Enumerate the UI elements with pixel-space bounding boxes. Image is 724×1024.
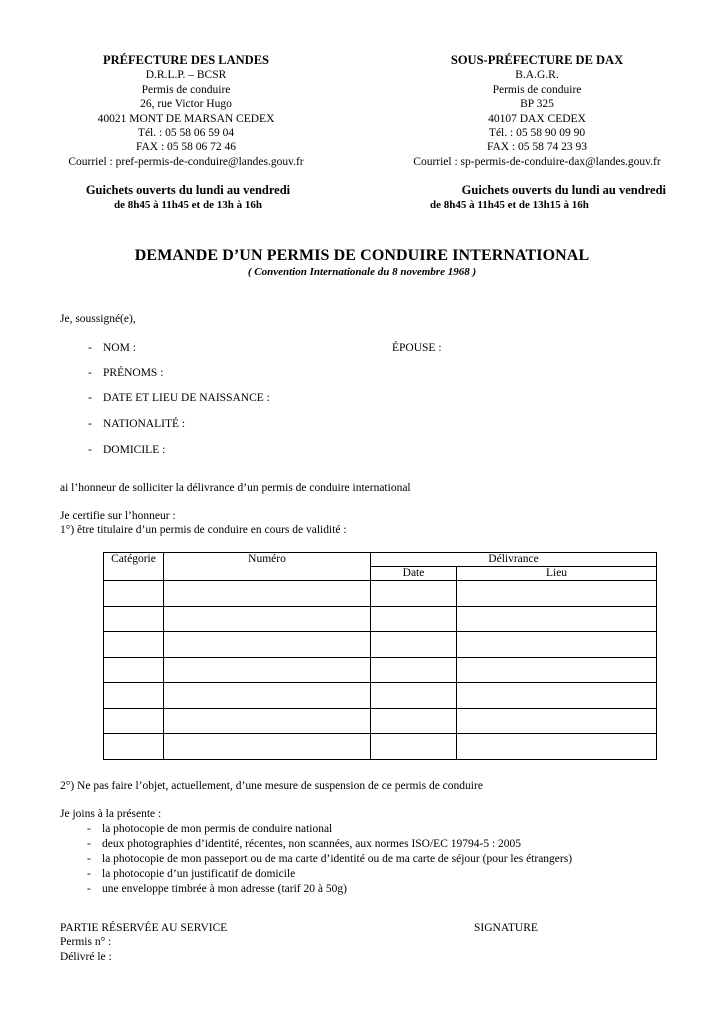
cell-numero[interactable]: [164, 581, 371, 607]
cell-numero[interactable]: [164, 734, 371, 760]
sous-prefecture-bp: BP 325: [520, 98, 554, 111]
prefecture-block: [48, 53, 324, 169]
sous-prefecture-email: Courriel : sp-permis-de-conduire-dax@landes.gouv.fr: [413, 155, 661, 168]
sous-prefecture-title: SOUS-PRÉFECTURE DE DAX: [450, 53, 624, 67]
cell-date[interactable]: [371, 734, 457, 760]
list-dash: -: [87, 838, 91, 850]
cell-lieu[interactable]: [457, 657, 657, 683]
delivre-le-label: Délivré le :: [60, 951, 112, 963]
nationalite-field[interactable]: [88, 418, 186, 430]
cell-lieu[interactable]: [457, 632, 657, 658]
attachment-text: la photocopie de mon permis de conduire national: [102, 823, 333, 835]
list-dash: -: [87, 823, 91, 835]
sous-prefecture-fax: FAX : 05 58 74 23 93: [486, 141, 588, 154]
table-row: [104, 606, 657, 632]
request-text: ai l’honneur de solliciter la délivrance d’un permis de conduire international: [60, 482, 411, 494]
prenoms-label: PRÉNOMS :: [103, 367, 164, 379]
license-table-header-row: [104, 553, 657, 567]
list-item: [87, 867, 572, 882]
document-title: DEMANDE D’UN PERMIS DE CONDUIRE INTERNATIONAL: [134, 247, 590, 264]
table-row: [104, 632, 657, 658]
cell-lieu[interactable]: [457, 708, 657, 734]
sous-prefecture-block: [392, 53, 682, 169]
cell-categorie[interactable]: [104, 734, 164, 760]
document-subtitle: ( Convention Internationale du 8 novembre 1968 ): [247, 266, 477, 278]
nationalite-dash: -: [88, 418, 92, 430]
list-item: [87, 837, 572, 852]
cell-numero[interactable]: [164, 632, 371, 658]
nom-label: NOM :: [103, 342, 136, 354]
cell-date[interactable]: [371, 708, 457, 734]
naissance-field[interactable]: [88, 392, 270, 404]
header-lieu: Lieu: [457, 567, 657, 581]
cell-categorie[interactable]: [104, 581, 164, 607]
attachments-list: [87, 822, 572, 897]
nom-field[interactable]: [88, 342, 136, 354]
cell-lieu[interactable]: [457, 683, 657, 709]
prefecture-city: 40021 MONT DE MARSAN CEDEX: [97, 112, 275, 125]
list-item: [87, 822, 572, 837]
cell-categorie[interactable]: [104, 708, 164, 734]
permis-number-label: Permis n° :: [60, 936, 112, 948]
cell-numero[interactable]: [164, 606, 371, 632]
prefecture-title: PRÉFECTURE DES LANDES: [102, 53, 269, 67]
sous-prefecture-phone: Tél. : 05 58 90 09 90: [488, 127, 586, 140]
nationalite-label: NATIONALITÉ :: [103, 418, 186, 430]
cell-categorie[interactable]: [104, 657, 164, 683]
cell-date[interactable]: [371, 683, 457, 709]
sous-prefecture-service: B.A.G.R.: [515, 69, 559, 82]
header-delivrance: Délivrance: [371, 553, 657, 567]
cell-lieu[interactable]: [457, 734, 657, 760]
prenoms-dash: -: [88, 367, 92, 379]
cell-date[interactable]: [371, 657, 457, 683]
certify-intro: Je certifie sur l’honneur :: [60, 510, 176, 522]
prefecture-phone: Tél. : 05 58 06 59 04: [137, 127, 235, 140]
cell-categorie[interactable]: [104, 606, 164, 632]
sous-prefecture-dept: Permis de conduire: [492, 83, 582, 96]
cell-lieu[interactable]: [457, 581, 657, 607]
epouse-label: ÉPOUSE :: [392, 342, 442, 354]
attachments-intro: Je joins à la présente :: [60, 808, 162, 820]
domicile-label: DOMICILE :: [103, 444, 166, 456]
cell-date[interactable]: [371, 632, 457, 658]
list-dash: -: [87, 853, 91, 865]
prefecture-hours: [60, 183, 316, 213]
signature-label: SIGNATURE: [474, 922, 538, 934]
prefecture-email: Courriel : pref-permis-de-conduire@landes.gouv.fr: [68, 155, 304, 168]
cell-date[interactable]: [371, 606, 457, 632]
list-dash: -: [87, 883, 91, 895]
header-date: Date: [371, 567, 457, 581]
header-numero: Numéro: [164, 553, 371, 581]
cell-numero[interactable]: [164, 708, 371, 734]
prefecture-service: D.R.L.P. – BCSR: [145, 69, 227, 82]
cell-numero[interactable]: [164, 657, 371, 683]
license-table: [103, 552, 657, 760]
domicile-dash: -: [88, 444, 92, 456]
cell-lieu[interactable]: [457, 606, 657, 632]
prefecture-fax: FAX : 05 58 06 72 46: [135, 141, 237, 154]
epouse-field[interactable]: [392, 342, 442, 354]
naissance-dash: -: [88, 392, 92, 404]
sous-prefecture-hours-title: Guichets ouverts du lundi au vendredi: [461, 183, 666, 197]
attachment-text: deux photographies d’identité, récentes, non scannées, aux normes ISO/EC 19794-5 : 2005: [102, 838, 522, 850]
prefecture-street: 26, rue Victor Hugo: [140, 98, 232, 111]
cell-numero[interactable]: [164, 683, 371, 709]
table-row: [104, 734, 657, 760]
prenoms-field[interactable]: [88, 367, 164, 379]
domicile-field[interactable]: [88, 444, 166, 456]
list-item: [87, 852, 572, 867]
cell-categorie[interactable]: [104, 632, 164, 658]
sous-prefecture-city: 40107 DAX CEDEX: [488, 112, 586, 125]
prefecture-hours-title: Guichets ouverts du lundi au vendredi: [85, 183, 291, 197]
prefecture-hours-detail: de 8h45 à 11h45 et de 13h à 16h: [114, 199, 262, 211]
table-row: [104, 683, 657, 709]
attachment-text: la photocopie d’un justificatif de domicile: [102, 868, 296, 880]
table-row: [104, 657, 657, 683]
cell-date[interactable]: [371, 581, 457, 607]
list-dash: -: [87, 868, 91, 880]
sous-prefecture-hours: [430, 183, 666, 213]
list-item: [87, 882, 572, 897]
certify-item-2: 2°) Ne pas faire l’objet, actuellement, d’une mesure de suspension de ce permis de conduire: [60, 780, 483, 792]
header-categorie: Catégorie: [104, 553, 164, 581]
certify-item-1: 1°) être titulaire d’un permis de conduire en cours de validité :: [60, 524, 347, 536]
cell-categorie[interactable]: [104, 683, 164, 709]
table-row: [104, 581, 657, 607]
naissance-label: DATE ET LIEU DE NAISSANCE :: [103, 392, 270, 404]
attachment-text: la photocopie de mon passeport ou de ma carte d’identité ou de ma carte de séjour (pour les étrangers): [102, 853, 573, 865]
attachment-text: une enveloppe timbrée à mon adresse (tarif 20 à 50g): [102, 883, 347, 895]
sous-prefecture-hours-detail: de 8h45 à 11h45 et de 13h15 à 16h: [430, 199, 589, 211]
nom-dash: -: [88, 342, 92, 354]
table-row: [104, 708, 657, 734]
prefecture-dept: Permis de conduire: [141, 83, 231, 96]
service-label: PARTIE RÉSERVÉE AU SERVICE: [60, 922, 228, 934]
applicant-intro: Je, soussigné(e),: [60, 313, 136, 325]
